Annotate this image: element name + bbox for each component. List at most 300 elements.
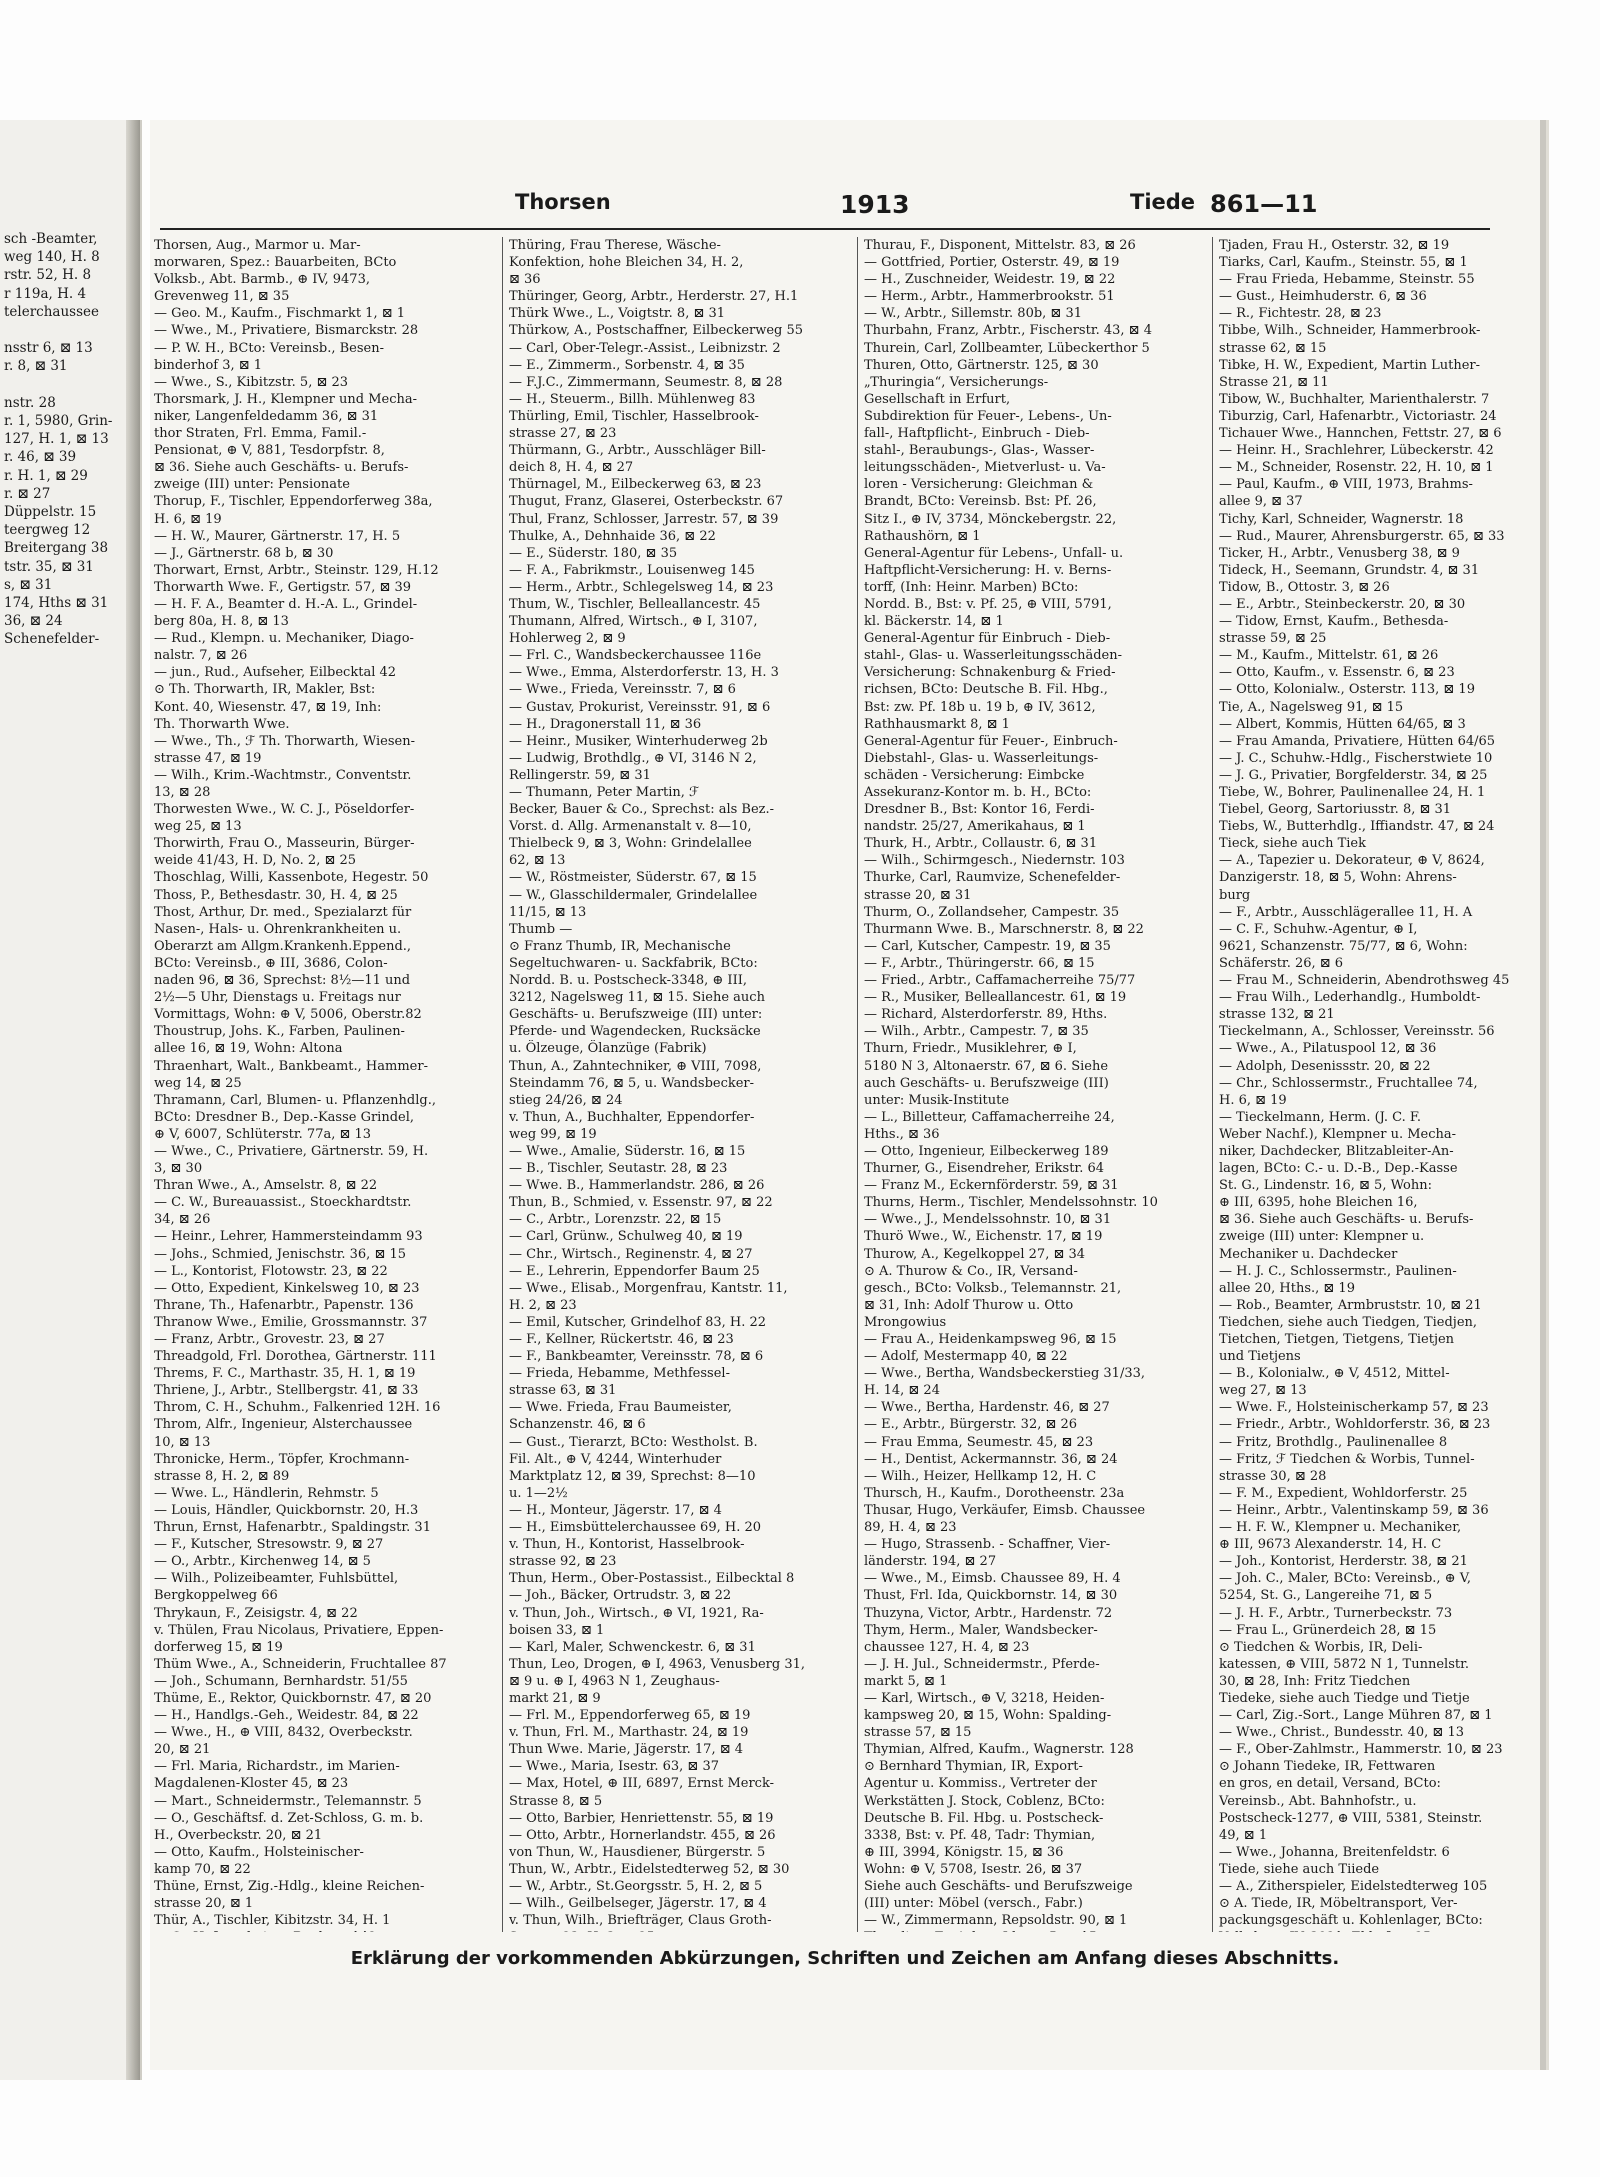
directory-entry-line: — Frl. M., Eppendorferweg 65, ⊠ 19 <box>509 1708 751 1724</box>
directory-entry-line: — Otto, Kolonialw., Osterstr. 113, ⊠ 19 <box>1219 682 1475 698</box>
directory-entry-line: nandstr. 25/27, Amerikahaus, ⊠ 1 <box>864 819 1086 835</box>
directory-entry-line: ⊙ Bernhard Thymian, IR, Export- <box>864 1759 1083 1775</box>
directory-entry-line: 49, ⊠ 1 <box>1219 1827 1268 1843</box>
directory-entry-line: — C. W., Bureauassist., Stoeckhardtstr. <box>154 1195 412 1211</box>
directory-entry-line: — Carl, Grünw., Schulweg 40, ⊠ 19 <box>509 1229 743 1245</box>
directory-entry-line: Thulke, A., Dehnhaide 36, ⊠ 22 <box>509 528 716 544</box>
directory-entry-line: „Thuringia“, Versicherungs- <box>864 374 1049 390</box>
directory-entry-line: — J. C., Schuhw.-Hdlg., Fischerstwiete 10 <box>1219 750 1493 766</box>
directory-entry-line: 3, ⊠ 30 <box>154 1161 203 1177</box>
directory-entry-line: — Adolf, Mestermapp 40, ⊠ 22 <box>864 1349 1068 1365</box>
directory-entry-line: chaussee 127, H. 4, ⊠ 23 <box>864 1639 1030 1655</box>
directory-entry-line: Thun Wwe. Marie, Jägerstr. 17, ⊠ 4 <box>509 1742 743 1758</box>
directory-entry-line: ⊠ 36. Siehe auch Geschäfts- u. Berufs- <box>1219 1212 1474 1228</box>
directory-entry-line: Thranow Wwe., Emilie, Grossmannstr. 37 <box>154 1314 428 1330</box>
directory-entry-line: Thorsmark, J. H., Klempner und Mecha- <box>154 391 418 407</box>
directory-entry-line: Vormittags, Wohn: ⊕ V, 5006, Oberstr.82 <box>154 1007 422 1023</box>
directory-entry-line: — Ludwig, Brothdlg., ⊕ VI, 3146 N 2, <box>509 750 757 766</box>
directory-entry-line: 11/15, ⊠ 13 <box>509 904 587 920</box>
directory-entry-line: — Frau Frieda, Hebamme, Steinstr. 55 <box>1219 272 1475 288</box>
directory-entry-line: — W., Glasschildermaler, Grindelallee <box>509 887 758 903</box>
directory-entry-line: — Wilh., Geilbelseger, Jägerstr. 17, ⊠ 4 <box>509 1896 767 1912</box>
directory-entry-line: — Wwe. B., Hammerlandstr. 286, ⊠ 26 <box>509 1178 765 1194</box>
directory-entry-line: — Wwe. Frieda, Frau Baumeister, <box>509 1400 732 1416</box>
directory-entry-line: — Fritz, ℱ Tiedchen & Worbis, Tunnel- <box>1219 1451 1475 1467</box>
directory-entry-line: — Heinr., Lehrer, Hammersteindamm 93 <box>154 1229 423 1245</box>
fragment-line: r 119a, H. 4 <box>4 285 87 302</box>
directory-entry-line <box>505 1929 855 1932</box>
header-page-number: 861—11 <box>1210 190 1318 218</box>
directory-entry-line: strasse 20, ⊠ 1 <box>154 1896 254 1912</box>
fragment-line: tstr. 35, ⊠ 31 <box>4 558 94 575</box>
directory-entry-line: — Frau M., Schneiderin, Abendrothsweg 45 <box>1219 973 1510 989</box>
directory-entry-line: Tibke, H. W., Expedient, Martin Luther- <box>1219 357 1481 373</box>
directory-entry-line: General-Agentur für Lebens-, Unfall- u. <box>864 545 1124 561</box>
directory-entry-line: — jun., Rud., Aufseher, Eilbecktal 42 <box>154 665 397 681</box>
directory-entry-line: strasse 92, ⊠ 23 <box>509 1554 617 1570</box>
directory-entry-line: Ticker, H., Arbtr., Venusberg 38, ⊠ 9 <box>1219 545 1460 561</box>
directory-entry-line: Thürling, Emil, Tischler, Hasselbrook- <box>509 408 759 424</box>
directory-entry-line: Thun, Leo, Drogen, ⊕ I, 4963, Venusberg 31, <box>509 1656 806 1672</box>
directory-entry-line: Mechaniker u. Dachdecker <box>1219 1246 1398 1262</box>
directory-entry-line: Rellingerstr. 59, ⊠ 31 <box>509 767 651 783</box>
fragment-line: r. ⊠ 27 <box>4 485 51 502</box>
directory-entry-line: General-Agentur für Feuer-, Einbruch- <box>864 733 1118 749</box>
directory-entry-line: — Wwe., H., ⊕ VIII, 8432, Overbeckstr. <box>154 1725 413 1741</box>
directory-entry-line: allee 20, Hths., ⊠ 19 <box>1219 1280 1355 1296</box>
directory-entry-line: v. Thun, Wilh., Briefträger, Claus Groth- <box>509 1913 772 1929</box>
directory-entry-line: Tiebel, Georg, Sartoriusstr. 8, ⊠ 31 <box>1219 802 1452 818</box>
directory-entry-line: kl. Bäckerstr. 14, ⊠ 1 <box>864 614 1004 630</box>
directory-entry-line: ⊙ A. Tiede, IR, Möbeltransport, Ver- <box>1219 1896 1458 1912</box>
directory-entry-line: strasse 62, ⊠ 15 <box>1219 340 1327 356</box>
directory-entry-line: Segeltuchwaren- u. Sackfabrik, BCto: <box>509 955 758 971</box>
directory-entry-line: Tiebs, W., Butterhdlg., Iffiandstr. 47, ⊠ 24 <box>1219 819 1495 835</box>
directory-entry-line: Thurm, O., Zollandseher, Campestr. 35 <box>864 904 1120 920</box>
directory-entry-line: burg <box>1219 887 1251 903</box>
directory-entry-line: Bergkoppelweg 66 <box>154 1588 278 1604</box>
directory-entry-line: — F.J.C., Zimmermann, Seumestr. 8, ⊠ 28 <box>509 374 783 390</box>
directory-entry-line: — W., Arbtr., St.Georgsstr. 5, H. 2, ⊠ 5 <box>509 1879 763 1894</box>
directory-entry-line: — Joh., Kontorist, Herderstr. 38, ⊠ 21 <box>1219 1554 1468 1570</box>
directory-entry-line: Thursch, H., Kaufm., Dorotheenstr. 23a <box>864 1485 1125 1501</box>
directory-entry-line: 20, ⊠ 21 <box>154 1742 211 1758</box>
directory-entry-line: — Otto, Kaufm., Holsteinischer- <box>154 1844 364 1860</box>
directory-entry-line: Hohlerweg 2, ⊠ 9 <box>509 631 626 647</box>
directory-entry-line: — P. W. H., BCto: Vereinsb., Besen- <box>154 340 384 356</box>
directory-entry-line: Schanzenstr. 46, ⊠ 6 <box>509 1417 646 1433</box>
directory-entry-line: Thürk Wwe., L., Voigtstr. 8, ⊠ 31 <box>509 306 726 322</box>
directory-entry-line: — Wwe., Th., ℱ Th. Thorwarth, Wiesen- <box>154 733 415 749</box>
directory-entry-line: Thurein, Carl, Zollbeamter, Lübeckerthor 5 <box>864 340 1150 356</box>
directory-entry-line: — Frau Wilh., Lederhandlg., Humboldt- <box>1219 990 1481 1006</box>
fragment-line: weg 140, H. 8 <box>4 249 100 266</box>
directory-entry-line: — H., Steuerm., Billh. Mühlenweg 83 <box>509 391 756 407</box>
directory-entry-line: Tiarks, Carl, Kaufm., Steinstr. 55, ⊠ 1 <box>1219 255 1468 271</box>
directory-entry-line: — A., Zitherspieler, Eidelstedterweg 105 <box>1219 1879 1488 1894</box>
directory-entry-line: Hths., ⊠ 36 <box>864 1126 940 1142</box>
directory-entry-line: fall-, Haftpflicht-, Einbruch - Dieb- <box>864 426 1090 442</box>
directory-entry-line: — Chr., Schlossermstr., Fruchtallee 74, <box>1219 1075 1478 1091</box>
directory-entry-line: — Joh., Bäcker, Ortrudstr. 3, ⊠ 22 <box>509 1588 732 1604</box>
directory-entry-line: ⊠ 36 <box>509 272 541 288</box>
directory-entry-line: — Emil, Kutscher, Grindelhof 83, H. 22 <box>509 1314 767 1330</box>
directory-entry-line: Bst: zw. Pf. 18b u. 19 b, ⊕ IV, 3612, <box>864 699 1096 715</box>
directory-entry-line: v. Thun, H., Kontorist, Hasselbrook- <box>509 1537 745 1553</box>
directory-entry-line: — Otto, Barbier, Henriettenstr. 55, ⊠ 19 <box>509 1810 774 1826</box>
directory-entry-line: — Chr., Wirtsch., Reginenstr. 4, ⊠ 27 <box>509 1246 753 1262</box>
directory-entry-line: Thuren, Otto, Gärtnerstr. 125, ⊠ 30 <box>864 357 1099 373</box>
directory-entry-line: dorferweg 15, ⊠ 19 <box>154 1639 283 1655</box>
directory-entry-line: katessen, ⊕ VIII, 5872 N 1, Tunnelstr. <box>1219 1656 1470 1672</box>
directory-entry-line: Thrykaun, F., Zeisigstr. 4, ⊠ 22 <box>154 1605 358 1621</box>
directory-entry-line: Thurmann Wwe. B., Marschnerstr. 8, ⊠ 22 <box>864 921 1144 937</box>
page-footer-note: Erklärung der vorkommenden Abkürzungen, Schriften und Zeichen am Anfang dieses Abschnitts. <box>350 1948 1340 1969</box>
directory-entry-line: Thoustrup, Johs. K., Farben, Paulinen- <box>154 1024 405 1040</box>
column-divider <box>502 237 503 1932</box>
directory-entry-line: — Carl, Zig.-Sort., Lange Mühren 87, ⊠ 1 <box>1219 1708 1493 1724</box>
fragment-line: Düppelstr. 15 <box>4 504 97 521</box>
directory-entry-line: u. 1—2½ <box>509 1485 568 1501</box>
directory-entry-line: Siehe auch Geschäfts- und Berufszweige <box>864 1879 1133 1894</box>
column-divider <box>1212 237 1213 1932</box>
directory-entry-line: Geschäfts- u. Berufszweige (III) unter: <box>509 1007 763 1023</box>
directory-entry-line: Thüring, Frau Therese, Wäsche- <box>509 238 721 253</box>
directory-entry-line: strasse 57, ⊠ 15 <box>864 1725 972 1741</box>
directory-entry-line: — W., Röstmeister, Süderstr. 67, ⊠ 15 <box>509 870 757 886</box>
directory-entry-line: Thrun, Ernst, Hafenarbtr., Spaldingstr. 31 <box>154 1520 431 1536</box>
directory-entry-line: stieg 24/26, ⊠ 24 <box>509 1092 623 1108</box>
directory-entry-line: — Gust., Tierarzt, BCto: Westholst. B. <box>509 1434 758 1450</box>
fragment-line: r. 1, 5980, Grin- <box>4 413 113 430</box>
directory-entry-line: — Richard, Alsterdorferstr. 89, Hths. <box>864 1007 1108 1023</box>
directory-entry-line: — H., Monteur, Jägerstr. 17, ⊠ 4 <box>509 1502 722 1518</box>
directory-entry-line: — Heinr., Musiker, Winterhuderweg 2b <box>509 733 768 749</box>
directory-entry-line: Thuzyna, Victor, Arbtr., Hardenstr. 72 <box>864 1605 1113 1621</box>
directory-entry-line: BCto: Vereinsb., ⊕ III, 3686, Colon- <box>154 955 388 971</box>
directory-entry-line: boisen 33, ⊠ 1 <box>509 1622 605 1638</box>
directory-entry-line: leitungsschäden-, Mietverlust- u. Va- <box>864 460 1106 476</box>
directory-entry-line: Thielbeck 9, ⊠ 3, Wohn: Grindelallee <box>509 836 752 852</box>
directory-entry-line: strasse 59, ⊠ 25 <box>1219 631 1327 647</box>
directory-entry-line: — Wwe., S., Kibitzstr. 5, ⊠ 23 <box>154 374 349 390</box>
directory-entry-line: — C., Arbtr., Lorenzstr. 22, ⊠ 15 <box>509 1212 722 1228</box>
directory-entry-line: Tieckelmann, A., Schlosser, Vereinsstr. 56 <box>1219 1024 1495 1040</box>
fragment-line: 127, H. 1, ⊠ 13 <box>4 431 109 448</box>
directory-entry-line: Nordd. B., Bst: v. Pf. 25, ⊕ VIII, 5791, <box>864 596 1112 612</box>
directory-entry-line: Thorwesten Wwe., W. C. J., Pöseldorfer- <box>154 802 415 818</box>
directory-entry-line <box>860 1929 1210 1932</box>
directory-entry-line: Tiedeke, siehe auch Tiedge und Tietje <box>1219 1690 1470 1706</box>
directory-entry-line: Thoschlag, Willi, Kassenbote, Hegestr. 50 <box>154 870 429 886</box>
directory-entry-line: — J. H. Jul., Schneidermstr., Pferde- <box>864 1656 1100 1672</box>
column-3 <box>860 237 1210 1932</box>
directory-entry-line: weg 14, ⊠ 25 <box>154 1075 242 1091</box>
directory-entry-line: Assekuranz-Kontor m. b. H., BCto: <box>864 785 1092 800</box>
previous-page-fragment <box>0 120 142 2080</box>
directory-entry-line: — F., Arbtr., Ausschlägerallee 11, H. A <box>1219 904 1473 920</box>
directory-entry-line: — Wilh., Heizer, Hellkamp 12, H. C <box>864 1468 1097 1484</box>
directory-entry-line: Thür, A., Tischler, Kibitzstr. 34, H. 1 <box>154 1913 391 1929</box>
directory-entry-line: Postscheck-1277, ⊕ VIII, 5381, Steinstr. <box>1219 1810 1483 1826</box>
fragment-line: 174, Hths ⊠ 31 <box>4 595 109 612</box>
directory-entry-line: — Louis, Händler, Quickbornstr. 20, H.3 <box>154 1502 419 1518</box>
directory-entry-line: Agentur u. Kommiss., Vertreter der <box>864 1776 1097 1792</box>
directory-entry-line: Tiedchen, siehe auch Tiedgen, Tiedjen, <box>1219 1314 1478 1330</box>
directory-entry-line: niker, Dachdecker, Blitzableiter-An- <box>1219 1143 1454 1159</box>
directory-entry-line: Thorup, F., Tischler, Eppendorferweg 38a, <box>154 494 433 510</box>
directory-entry-line: Dresdner B., Bst: Kontor 16, Ferdi- <box>864 802 1095 818</box>
directory-entry-line: v. Thülen, Frau Nicolaus, Privatiere, Eppen- <box>154 1622 444 1638</box>
directory-entry-line: — Frl. C., Wandsbeckerchaussee 116e <box>509 648 762 664</box>
fragment-line <box>4 321 132 339</box>
directory-entry-line: kampsweg 20, ⊠ 15, Wohn: Spalding- <box>864 1708 1112 1724</box>
directory-entry-line: — Wwe., Johanna, Breitenfeldstr. 6 <box>1219 1844 1450 1860</box>
directory-entry-line: Subdirektion für Feuer-, Lebens-, Un- <box>864 408 1112 424</box>
directory-entry-line: — Rud., Maurer, Ahrensburgerstr. 65, ⊠ 33 <box>1219 528 1505 544</box>
directory-entry-line: Thurke, Carl, Raumvize, Schenefelder- <box>864 870 1121 886</box>
directory-entry-line: nalstr. 7, ⊠ 26 <box>154 648 248 664</box>
directory-entry-line: — H., Zuschneider, Weidestr. 19, ⊠ 22 <box>864 272 1116 288</box>
directory-entry-line: morwaren, Spez.: Bauarbeiten, BCto <box>154 255 397 271</box>
directory-entry-line: — O., Arbtr., Kirchenweg 14, ⊠ 5 <box>154 1554 371 1570</box>
directory-entry-line <box>1215 1929 1530 1932</box>
directory-entry-line: Thurn, Friedr., Musiklehrer, ⊕ I, <box>864 1041 1077 1057</box>
directory-entry-line: Tichauer Wwe., Hannchen, Fettstr. 27, ⊠ 6 <box>1219 426 1502 442</box>
directory-entry-line: — Wwe., Emma, Alsterdorferstr. 13, H. 3 <box>509 665 779 681</box>
directory-entry-line: allee 9, ⊠ 37 <box>1219 494 1303 510</box>
directory-entry-line: Throm, Alfr., Ingenieur, Alsterchaussee <box>154 1417 413 1433</box>
directory-entry-line: — Karl, Maler, Schwenckestr. 6, ⊠ 31 <box>509 1639 756 1655</box>
directory-entry-line: — A., Tapezier u. Dekorateur, ⊕ V, 8624, <box>1219 853 1485 869</box>
directory-entry-line: Thurk, H., Arbtr., Collaustr. 6, ⊠ 31 <box>864 836 1098 852</box>
directory-entry-line: v. Thun, A., Buchhalter, Eppendorfer- <box>509 1109 755 1125</box>
directory-entry-line: Thronicke, Herm., Töpfer, Krochmann- <box>154 1451 410 1467</box>
directory-entry-line: niker, Langenfeldedamm 36, ⊠ 31 <box>154 408 379 424</box>
directory-entry-line: — W., Arbtr., Sillemstr. 80b, ⊠ 31 <box>864 306 1082 322</box>
directory-entry-line: — J. H. F., Arbtr., Turnerbeckstr. 73 <box>1219 1605 1453 1621</box>
directory-entry-line: Nordd. B. u. Postscheck-3348, ⊕ III, <box>509 973 747 989</box>
directory-entry-line: — Frau Emma, Seumestr. 45, ⊠ 23 <box>864 1434 1094 1450</box>
directory-entry-line: Wohn: ⊕ V, 5708, Isestr. 26, ⊠ 37 <box>864 1861 1083 1877</box>
directory-entry-line: — L., Billetteur, Caffamacherreihe 24, <box>864 1109 1115 1125</box>
directory-entry-line: Vereinsb., Abt. Bahnhofstr., u. <box>1219 1793 1417 1809</box>
directory-entry-line: — Otto, Arbtr., Hornerlandstr. 455, ⊠ 26 <box>509 1827 776 1843</box>
directory-entry-line: strasse 63, ⊠ 31 <box>509 1383 617 1399</box>
directory-entry-line: Kont. 40, Wiesenstr. 47, ⊠ 19, Inh: <box>154 699 382 715</box>
directory-entry-line: stahl-, Glas- u. Wasserleitungsschäden- <box>864 648 1123 664</box>
directory-entry-line: — Thumann, Peter Martin, ℱ <box>509 785 700 800</box>
directory-entry-line: Thumann, Alfred, Wirtsch., ⊕ I, 3107, <box>509 614 758 630</box>
fragment-line: r. 8, ⊠ 31 <box>4 358 68 375</box>
directory-entry-line: — Wwe., Bertha, Hardenstr. 46, ⊠ 27 <box>864 1400 1110 1416</box>
directory-entry-line: strasse 20, ⊠ 31 <box>864 887 972 903</box>
directory-entry-line: Thusar, Hugo, Verkäufer, Eimsb. Chaussee <box>864 1502 1146 1518</box>
directory-entry-line: Konfektion, hohe Bleichen 34, H. 2, <box>509 255 744 271</box>
directory-entry-line: Threadgold, Frl. Dorothea, Gärtnerstr. 111 <box>154 1349 437 1365</box>
directory-entry-line: strasse 27, ⊠ 23 <box>509 426 617 442</box>
directory-entry-line: Danzigerstr. 18, ⊠ 5, Wohn: Ahrens- <box>1219 870 1457 886</box>
directory-entry-line: 5180 N 3, Altonaerstr. 67, ⊠ 6. Siehe <box>864 1058 1109 1074</box>
directory-entry-line: Thurns, Herm., Tischler, Mendelssohnstr. 10 <box>864 1195 1158 1211</box>
directory-entry-line: 10, ⊠ 13 <box>154 1434 211 1450</box>
directory-entry-line: Volksb., Abt. Barmb., ⊕ IV, 9473, <box>154 272 370 288</box>
fragment-line <box>4 376 132 394</box>
directory-entry-line: Thurow, A., Kegelkoppel 27, ⊠ 34 <box>864 1246 1086 1262</box>
directory-entry-line: zweige (III) unter: Pensionate <box>154 477 350 493</box>
directory-entry-line: — Wwe., Maria, Isestr. 63, ⊠ 37 <box>509 1759 719 1775</box>
directory-entry-line: Thürmann, G., Arbtr., Ausschläger Bill- <box>509 443 766 459</box>
directory-entry-line: Thraenhart, Walt., Bankbeamt., Hammer- <box>154 1058 428 1074</box>
directory-entry-line: — Otto, Expedient, Kinkelsweg 10, ⊠ 23 <box>154 1280 420 1296</box>
directory-page <box>150 120 1546 2070</box>
directory-entry-line: gesch., BCto: Volksb., Telemannstr. 21, <box>864 1280 1122 1296</box>
directory-entry-line: — F. M., Expedient, Wohldorferstr. 25 <box>1219 1485 1468 1501</box>
directory-entry-line: Versicherung: Schnakenburg & Fried- <box>864 665 1116 681</box>
directory-entry-line: weg 99, ⊠ 19 <box>509 1126 597 1142</box>
directory-entry-line: — Tieckelmann, Herm. (J. C. F. <box>1219 1109 1422 1125</box>
directory-entry-line: — Herm., Arbtr., Hammerbrookstr. 51 <box>864 289 1115 305</box>
directory-entry-line: markt 5, ⊠ 1 <box>864 1673 948 1689</box>
directory-entry-line: — E., Zimmerm., Sorbenstr. 4, ⊠ 35 <box>509 357 745 373</box>
directory-entry-line: Weber Nachf.), Klempner u. Mecha- <box>1219 1126 1457 1142</box>
directory-entry-line: — Gustav, Prokurist, Vereinsstr. 91, ⊠ 6 <box>509 699 771 715</box>
directory-entry-line: — Wwe. L., Händlerin, Rehmstr. 5 <box>154 1485 379 1501</box>
fragment-line: 36, ⊠ 24 <box>4 613 63 630</box>
directory-entry-line: — Wwe., Frieda, Vereinsstr. 7, ⊠ 6 <box>509 682 736 698</box>
directory-entry-line: Thramann, Carl, Blumen- u. Pflanzenhdlg., <box>154 1092 436 1108</box>
directory-entry-line: — Wwe., M., Eimsb. Chaussee 89, H. 4 <box>864 1571 1121 1587</box>
directory-entry-line: stahl-, Beraubungs-, Glas-, Wasser- <box>864 443 1095 459</box>
directory-entry-line: 13, ⊠ 28 <box>154 785 211 800</box>
directory-entry-line: — H., Dentist, Ackermannstr. 36, ⊠ 24 <box>864 1451 1118 1467</box>
directory-entry-line: 3212, Nagelsweg 11, ⊠ 15. Siehe auch <box>509 990 765 1006</box>
directory-entry-line: Thumb — <box>509 921 573 937</box>
directory-entry-line: — Frau Amanda, Privatiere, Hütten 64/65 <box>1219 733 1496 749</box>
directory-entry-line: Thurö Wwe., W., Eichenstr. 17, ⊠ 19 <box>864 1229 1103 1245</box>
directory-entry-line: Thymian, Alfred, Kaufm., Wagnerstr. 128 <box>864 1742 1134 1758</box>
directory-entry-line: — Wilh., Krim.-Wachtmstr., Conventstr. <box>154 767 412 783</box>
directory-entry-line: 9621, Schanzenstr. 75/77, ⊠ 6, Wohn: <box>1219 938 1468 954</box>
directory-entry-line: — Carl, Kutscher, Campestr. 19, ⊠ 35 <box>864 938 1111 954</box>
directory-entry-line: Thorwirth, Frau O., Masseurin, Bürger- <box>154 836 415 852</box>
directory-entry-line: — Otto, Ingenieur, Eilbeckerweg 189 <box>864 1143 1109 1159</box>
directory-entry-line: Thüne, Ernst, Zig.-Hdlg., kleine Reichen- <box>154 1879 425 1894</box>
directory-entry-line: Thost, Arthur, Dr. med., Spezialarzt für <box>154 904 412 920</box>
directory-entry-line: Thoss, P., Bethesdastr. 30, H. 4, ⊠ 25 <box>154 887 398 903</box>
directory-entry-line: Thrane, Th., Hafenarbtr., Papenstr. 136 <box>154 1297 414 1313</box>
directory-entry-line: markt 21, ⊠ 9 <box>509 1690 601 1706</box>
directory-entry-line: — Otto, Kaufm., v. Essenstr. 6, ⊠ 23 <box>1219 665 1455 681</box>
directory-entry-line: Rathhausmarkt 8, ⊠ 1 <box>864 716 1010 732</box>
directory-entry-line: — F., Arbtr., Thüringerstr. 66, ⊠ 15 <box>864 955 1095 971</box>
fragment-line: r. H. 1, ⊠ 29 <box>4 467 88 484</box>
directory-entry-line: — Max, Hotel, ⊕ III, 6897, Ernst Merck- <box>509 1776 774 1792</box>
directory-entry-line: Thurbahn, Franz, Arbtr., Fischerstr. 43, ⊠ 4 <box>864 323 1152 339</box>
directory-entry-line: Gesellschaft in Erfurt, <box>864 391 1011 407</box>
directory-entry-line: allee 16, ⊠ 19, Wohn: Altona <box>154 1041 343 1057</box>
directory-entry-line: — E., Arbtr., Bürgerstr. 32, ⊠ 26 <box>864 1417 1078 1433</box>
directory-entry-line: 3338, Bst: v. Pf. 48, Tadr: Thymian, <box>864 1827 1096 1843</box>
directory-entry-line: — J. G., Privatier, Borgfelderstr. 34, ⊠ 25 <box>1219 767 1488 783</box>
directory-entry-line: Schäferstr. 26, ⊠ 6 <box>1219 955 1344 971</box>
column-4 <box>1215 237 1530 1932</box>
directory-entry-line: Thürkow, A., Postschaffner, Eilbeckerweg 55 <box>509 323 804 339</box>
directory-entry-line: auch Geschäfts- u. Berufszweige (III) <box>864 1075 1109 1091</box>
directory-entry-line: — Wilh., Polizeibeamter, Fuhlsbüttel, <box>154 1571 399 1587</box>
directory-entry-line: ⊙ Franz Thumb, IR, Mechanische <box>509 938 731 954</box>
directory-entry-line: — Rob., Beamter, Armbruststr. 10, ⊠ 21 <box>1219 1297 1482 1313</box>
directory-entry-line: Thurau, F., Disponent, Mittelstr. 83, ⊠ 26 <box>864 238 1136 253</box>
directory-entry-line: — Rud., Klempn. u. Mechaniker, Diago- <box>154 631 414 647</box>
directory-entry-line: Sitz I., ⊕ IV, 3734, Mönckebergstr. 22, <box>864 511 1117 527</box>
directory-entry-line: — E., Lehrerin, Eppendorfer Baum 25 <box>509 1263 760 1279</box>
directory-entry-line: — H., Eimsbüttelerchaussee 69, H. 20 <box>509 1520 762 1536</box>
directory-entry-line: lagen, BCto: C.- u. D.-B., Dep.-Kasse <box>1219 1161 1458 1177</box>
directory-entry-line: Tidow, B., Ottostr. 3, ⊠ 26 <box>1219 579 1390 595</box>
directory-entry-line: Thugut, Franz, Glaserei, Osterbeckstr. 67 <box>509 494 784 510</box>
directory-entry-line: Vorst. d. Allg. Armenanstalt v. 8—10, <box>509 819 752 835</box>
directory-entry-line: — L., Kontorist, Flotowstr. 23, ⊠ 22 <box>154 1263 388 1279</box>
directory-entry-line: — M., Schneider, Rosenstr. 22, H. 10, ⊠ 1 <box>1219 460 1494 476</box>
fragment-line: nsstr 6, ⊠ 13 <box>4 340 93 357</box>
directory-entry-line: — F., Ober-Zahlmstr., Hammerstr. 10, ⊠ 23 <box>1219 1742 1503 1758</box>
directory-entry-line: Thun, B., Schmied, v. Essenstr. 97, ⊠ 22 <box>509 1195 773 1211</box>
directory-entry-line: Strasse 21, ⊠ 11 <box>1219 374 1329 390</box>
directory-entry-line: H. 6, ⊠ 19 <box>154 511 222 527</box>
directory-entry-line: 34, ⊠ 26 <box>154 1212 211 1228</box>
directory-entry-line: — Wwe. F., Holsteinischerkamp 57, ⊠ 23 <box>1219 1400 1489 1416</box>
directory-entry-line: Tibow, W., Buchhalter, Marienthalerstr. 7 <box>1219 391 1490 407</box>
directory-entry-line: v. Thun, Joh., Wirtsch., ⊕ VI, 1921, Ra- <box>509 1605 764 1621</box>
directory-entry-line: Thüme, E., Rektor, Quickbornstr. 47, ⊠ 20 <box>154 1690 432 1706</box>
fragment-lines <box>4 230 132 649</box>
fragment-line: s, ⊠ 31 <box>4 576 53 593</box>
directory-entry-line: berg 80a, H. 8, ⊠ 13 <box>154 614 289 630</box>
directory-entry-line: Tiburzig, Carl, Hafenarbtr., Victoriastr. 24 <box>1219 408 1497 424</box>
directory-entry-line: — Paul, Kaufm., ⊕ VIII, 1973, Brahms- <box>1219 477 1473 493</box>
directory-entry-line: — Wwe., A., Pilatuspool 12, ⊠ 36 <box>1219 1041 1437 1057</box>
directory-entry-line: — Frieda, Hebamme, Methfessel- <box>509 1366 730 1382</box>
directory-entry-line: ⊠ 36. Siehe auch Geschäfts- u. Berufs- <box>154 460 409 476</box>
directory-entry-line: Nasen-, Hals- u. Ohrenkrankheiten u. <box>154 921 402 937</box>
directory-entry-line: — Frl. Maria, Richardstr., im Marien- <box>154 1759 400 1775</box>
directory-entry-line: länderstr. 194, ⊠ 27 <box>864 1554 997 1570</box>
directory-entry-line: Thorwart, Ernst, Arbtr., Steinstr. 129, H.12 <box>154 562 439 578</box>
directory-entry-line: 2½—5 Uhr, Dienstags u. Freitags nur <box>154 990 401 1006</box>
directory-entry-line: — Wwe., Christ., Bundesstr. 40, ⊠ 13 <box>1219 1725 1465 1741</box>
directory-entry-line: schäden - Versicherung: Eimbcke <box>864 767 1085 783</box>
directory-entry-line: — Carl, Ober-Telegr.-Assist., Leibnizstr. 2 <box>509 340 781 356</box>
directory-entry-line: Throm, C. H., Schuhm., Falkenried 12H. 16 <box>154 1400 441 1416</box>
directory-entry-line: packungsgeschäft u. Kohlenlager, BCto: <box>1219 1913 1483 1929</box>
directory-entry-line: — Frau A., Heidenkampsweg 96, ⊠ 15 <box>864 1332 1117 1347</box>
directory-entry-line: — Mart., Schneidermstr., Telemannstr. 5 <box>154 1793 422 1809</box>
directory-entry-line: unter: Musik-Institute <box>864 1092 1010 1108</box>
directory-entry-line: — F., Bankbeamter, Vereinsstr. 78, ⊠ 6 <box>509 1349 764 1365</box>
directory-entry-line: H., Overbeckstr. 20, ⊠ 21 <box>154 1827 323 1843</box>
directory-entry-line: — E., Arbtr., Steinbeckerstr. 20, ⊠ 30 <box>1219 596 1466 612</box>
directory-entry-line: 30, ⊠ 28, Inh: Fritz Tiedchen <box>1219 1673 1411 1689</box>
directory-entry-line: Tiede, siehe auch Tiiede <box>1219 1861 1380 1877</box>
directory-entry-line: — Wwe., J., Mendelssohnstr. 10, ⊠ 31 <box>864 1212 1112 1228</box>
directory-entry-line: Pensionat, ⊕ V, 881, Tesdorpfstr. 8, <box>154 443 385 459</box>
directory-entry-line: en gros, en detail, Versand, BCto: <box>1219 1776 1441 1792</box>
directory-entry-line: — Franz, Arbtr., Grovestr. 23, ⊠ 27 <box>154 1332 385 1347</box>
directory-entry-line: strasse 8, H. 2, ⊠ 89 <box>154 1468 290 1484</box>
directory-entry-line: Marktplatz 12, ⊠ 39, Sprechst: 8—10 <box>509 1468 756 1484</box>
directory-entry-line: Deutsche B. Fil. Hbg. u. Postscheck- <box>864 1810 1104 1826</box>
